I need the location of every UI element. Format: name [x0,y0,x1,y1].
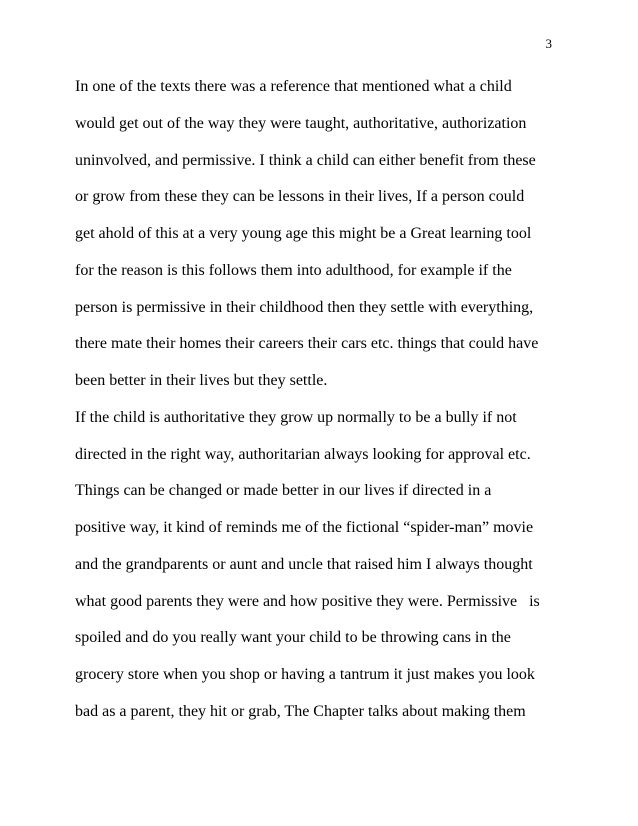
text-line: for the reason is this follows them into adulthood, for example if the [75,261,512,279]
text-line: Things can be changed or made better in our lives if directed in a [75,482,492,500]
text-line: and the grandparents or aunt and uncle that raised him I always thought [75,555,533,573]
text-line: positive way, it kind of reminds me of the fictional “spider-man” movie [75,519,534,536]
text-line: what good parents they were and how positive they were. Permissive is [75,592,540,610]
text-line: directed in the right way, authoritarian always looking for approval etc. [75,445,531,463]
text-line: or grow from these they can be lessons in their lives, If a person could [75,188,525,206]
page-number: 3 [545,36,552,51]
text-line: get ahold of this at a very young age this might be a Great learning tool [75,225,532,242]
text-line: grocery store when you shop or having a tantrum it just makes you look [75,666,535,683]
text-line: If the child is authoritative they grow up normally to be a bully if not [75,408,517,426]
text-line: would get out of the way they were taught, authoritative, authorization [75,114,527,132]
text-line: spoiled and do you really want your child to be throwing cans in the [75,629,511,647]
text-line: been better in their lives but they settle. [75,372,328,389]
text-line: person is permissive in their childhood then they settle with everything, [75,298,534,316]
text-line: there mate their homes their careers their cars etc. things that could have [75,335,539,353]
body-text [75,69,575,731]
text-line: In one of the texts there was a reference that mentioned what a child [75,78,512,95]
text-line: uninvolved, and permissive. I think a child can either benefit from these [75,151,536,169]
text-line: bad as a parent, they hit or grab, The Chapter talks about making them [75,702,526,720]
